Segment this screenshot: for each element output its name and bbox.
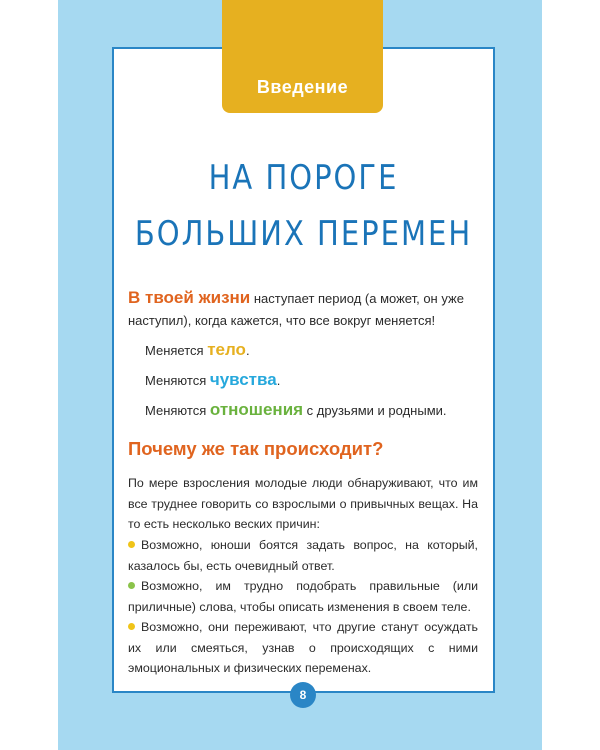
change-item-body [145, 340, 497, 360]
bullet-item [128, 617, 478, 679]
keyword-feelings: чувства [209, 370, 277, 389]
bullet-dot-icon [128, 582, 135, 589]
section-tab [222, 0, 383, 113]
bullet-text: Возможно, юноши боятся задать вопрос, на который, казалось бы, есть очевидный ответ. [128, 538, 478, 573]
page-title-line-2: БОЛЬШИХ ПЕРЕМЕН [134, 212, 473, 254]
change-item-relations [145, 400, 497, 420]
bullet-text: Возможно, им трудно подобрать правильные (или приличные) слова, чтобы описать изменения в своем теле. [128, 579, 478, 614]
bullet-item [128, 535, 478, 576]
change-prefix: Меняются [145, 403, 210, 418]
change-item-feelings [145, 370, 497, 390]
change-suffix: . [276, 373, 281, 388]
change-suffix: с друзьями и родными. [303, 403, 447, 418]
keyword-relations: отношения [209, 400, 304, 419]
change-prefix: Меняется [145, 343, 208, 358]
keyword-body: тело [207, 340, 246, 359]
change-suffix: . [245, 343, 250, 358]
page-title-line-1: НА ПОРОГЕ [208, 156, 399, 198]
section-tab-label: Введение [256, 77, 349, 97]
change-prefix: Меняются [145, 373, 210, 388]
section-heading: Почему же так происходит? [128, 438, 384, 459]
body-paragraph: По мере взросления молодые люди обнаруживают, что им все труднее говорить со взрослыми о привычных вещах. На то есть несколько веских причин: [128, 476, 478, 531]
intro-rest: наступает период (а может, он уже наступил), когда кажется, что все вокруг меняется! [128, 291, 464, 328]
bullet-dot-icon [128, 623, 135, 630]
intro-paragraph [128, 287, 480, 332]
page-number-badge: 8 [290, 682, 316, 708]
intro-lead: В твоей жизни [128, 288, 251, 307]
bullet-item [128, 576, 478, 617]
bullet-dot-icon [128, 541, 135, 548]
bullet-text: Возможно, они переживают, что другие станут осуждать их или смеяться, узнав о происходящих с ними эмоциональных и физических переменах. [128, 620, 478, 675]
